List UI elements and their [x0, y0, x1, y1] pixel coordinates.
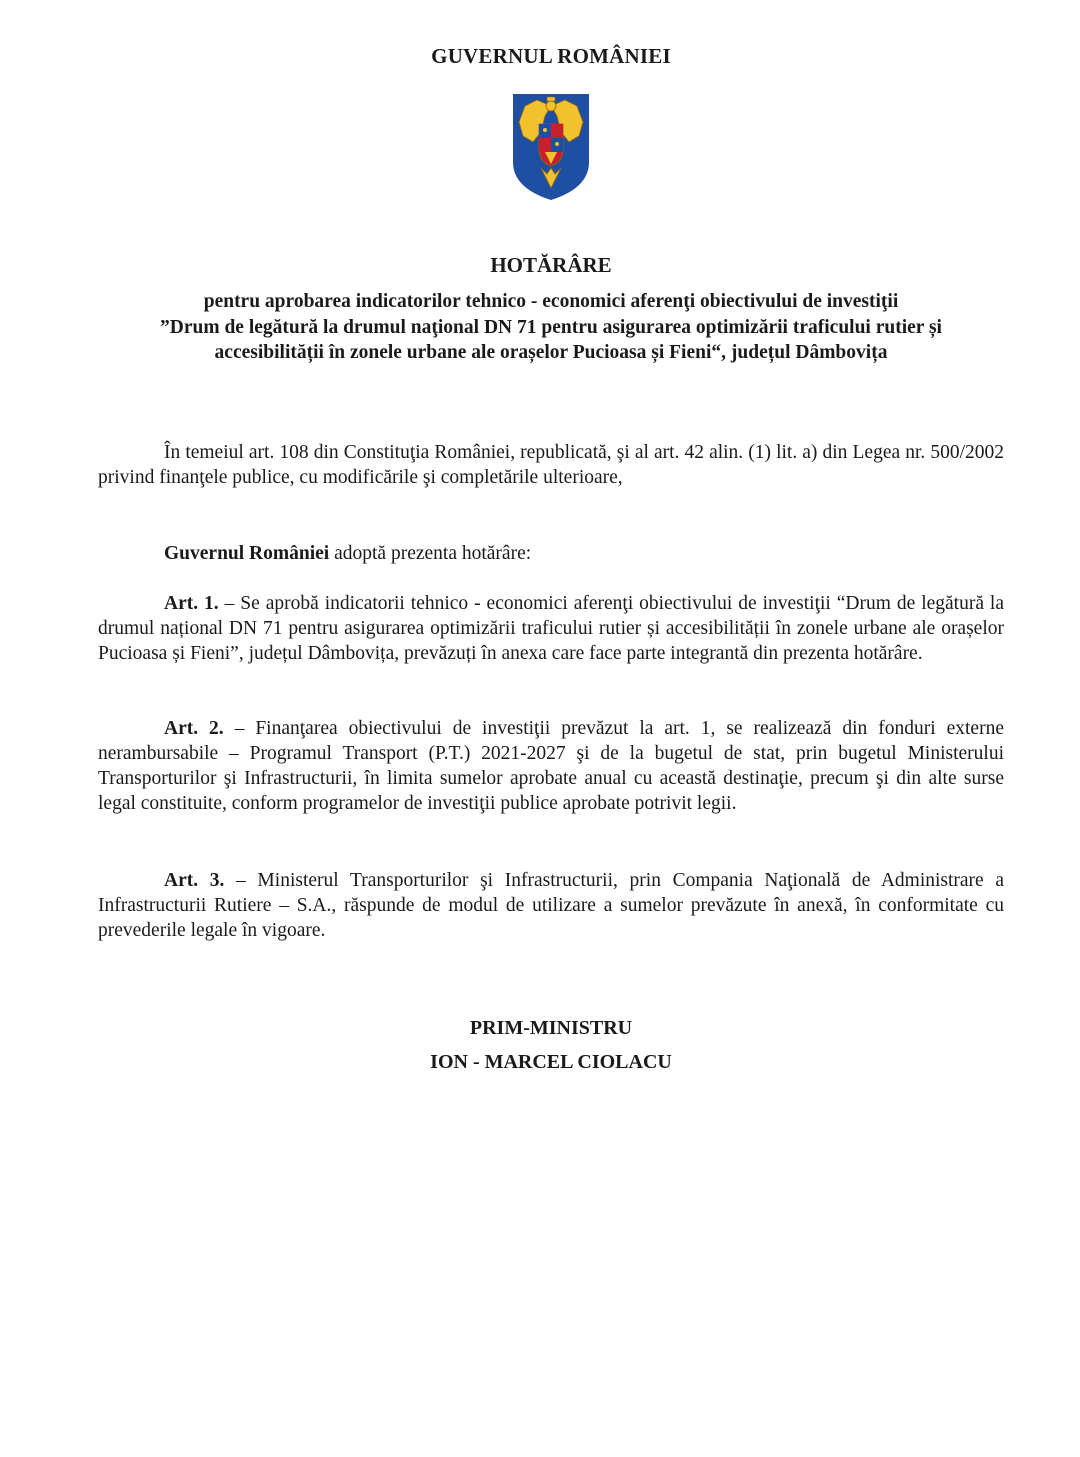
signatory-name: ION - MARCEL CIOLACU [430, 1051, 672, 1073]
subject-line: pentru aprobarea indicatorilor tehnico - economici aferenţi obiectivului de investiţii [203, 291, 899, 312]
coat-of-arms-romania-icon [511, 92, 591, 202]
article-2 [98, 716, 1004, 816]
article-text: – Finanţarea obiectivului de investiţii prevăzut la art. 1, se realizează din fonduri externe nerambursabile – Programul Transport (P.T.) 2021-2027 şi de la bugetul de stat, prin bugetul Ministerului Transporturilor şi Infrastructurii, în limita sumelor aprobate anual cu această destinaţie, precum şi din alte surse legal constituite, conform programelor de investiţii publice aprobate potrivit legii. [98, 718, 1004, 814]
adoption-paragraph [98, 541, 1004, 566]
adoption-text: adoptă prezenta hotărâre: [329, 543, 532, 564]
subject-line: ”Drum de legătură la drumul naţional DN 71 pentru asigurarea optimizării traficului rutier și [160, 316, 942, 338]
institution-heading: GUVERNUL ROMÂNIEI [431, 44, 671, 68]
document-type-heading: HOTĂRÂRE [490, 253, 612, 277]
adoption-bold-text: Guvernul României [164, 543, 330, 564]
document-subject [98, 289, 1004, 366]
legal-basis-paragraph: În temeiul art. 108 din Constituţia României, republicată, şi al art. 42 alin. (1) lit. a) din Legea nr. 500/2002 privind finanţele publice, cu modificările şi completările ulterioare, [98, 442, 1004, 488]
article-3 [98, 868, 1004, 943]
subject-line: accesibilității în zonele urbane ale orașelor Pucioasa și Fieni“, județul Dâmbovița [214, 342, 888, 363]
article-text: – Se aprobă indicatorii tehnico - economici aferenţi obiectivului de investiţii “Drum de legătură la drumul național DN 71 pentru asigurarea optimizării traficului rutier și accesibilității în zonele urbane ale orașelor Pucioasa și Fieni”, județul Dâmbovița, prevăzuți în anexa care face parte integrantă din prezenta hotărâre. [98, 593, 1004, 664]
signatory-role: PRIM-MINISTRU [469, 1017, 633, 1039]
article-label: Art. 2. [164, 718, 224, 739]
article-1 [98, 591, 1004, 666]
article-text: – Ministerul Transporturilor şi Infrastructurii, prin Compania Naţională de Administrare a Infrastructurii Rutiere – S.A., răspunde de modul de utilizare a sumelor prevăzute în anexă, în conformitate cu prevederile legale în vigoare. [98, 870, 1005, 941]
article-label: Art. 1. [164, 593, 219, 614]
article-label: Art. 3. [164, 870, 225, 891]
